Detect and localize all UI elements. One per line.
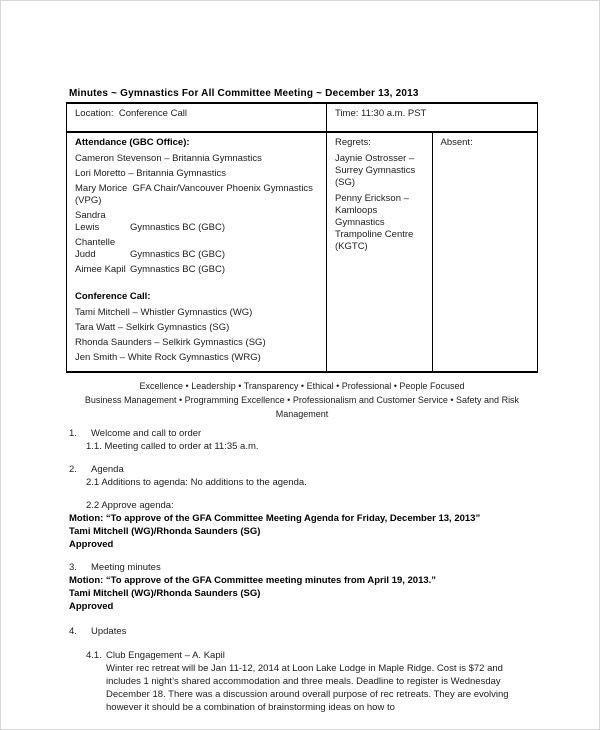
page-title: Minutes ~ Gymnastics For All Committee Meeting ~ December 13, 2013 [69,88,419,99]
location-time-row [67,103,538,132]
attendee-org: Gymnastics BC (GBC) [130,264,226,275]
section-4-1-paragraph: Winter rec retreat will be Jan 11-12, 2014 at Loon Lake Lodge in Maple Ridge. Cost is $72 and includes 1 night’s shared accommodation and three meals. Deadline to register is Wednesday December 18. There was a discussion around overall purpose of rec retreats. They are evolving however it should be a combination of brainstorming ideas on how to [106,663,509,713]
attendee-line: Tara Watt – Selkirk Gymnastics (SG) [75,322,230,333]
section-4 [69,625,539,638]
attendee-line [75,210,318,234]
section-2-title: Agenda [91,464,124,475]
document-content [1,1,599,714]
section-1-title: Welcome and call to order [91,428,202,439]
section-1-number: 1. [69,428,77,439]
values-banner [66,379,538,421]
attendee-line [75,237,318,261]
time-cell: Time: 11:30 a.m. PST [327,103,538,132]
section-2-2: 2.2 Approve agenda: [86,500,174,511]
attendee-name: Aimee Kapil [75,264,126,275]
section-1 [69,427,539,440]
motion-minutes-result: Approved [69,601,114,612]
section-2-number: 2. [69,464,77,475]
motion-minutes-movers: Tami Mitchell (WG)/Rhonda Saunders (SG) [69,588,261,599]
motion-agenda-result: Approved [69,539,114,550]
section-4-1-number: 4.1. [86,650,102,661]
attendee-name: Sandra Lewis [75,210,106,233]
motion-agenda-movers: Tami Mitchell (WG)/Rhonda Saunders (SG) [69,526,261,537]
values-line-1: Excellence • Leadership • Transparency • Ethical • Professional • People Focused [139,381,465,391]
attendee-name: Chantelle Judd [75,237,116,260]
regrets-line: Penny Erickson – Kamloops Gymnastics Trampoline Centre (KGTC) [335,193,414,252]
attendee-line: Lori Moretto – Britannia Gymnastics [75,168,227,179]
section-4-title: Updates [91,626,127,637]
regrets-line: Jaynie Ostrosser – Surrey Gymnastics (SG) [335,153,416,188]
attendee-line: Cameron Stevenson – Britannia Gymnastics [75,153,262,164]
attendee-line: Mary Morice GFA Chair/Vancouver Phoenix Gymnastics (VPG) [75,183,316,206]
section-3 [69,561,539,574]
motion-agenda-text: Motion: “To approve of the GFA Committee Meeting Agenda for Friday, December 13, 2013” [69,513,481,524]
section-3-number: 3. [69,562,77,573]
meeting-info-table [66,102,538,373]
values-line-2: Business Management • Programming Excellence • Professionalism and Customer Service • Safety and Risk Management [84,395,520,419]
absent-cell [432,132,538,372]
regrets-cell [327,132,433,372]
attendee-org: Gymnastics BC (GBC) [130,249,226,260]
attendee-line: Rhonda Saunders – Selkirk Gymnastics (SG) [75,337,266,348]
attendee-line: Tami Mitchell – Whistler Gymnastics (WG) [75,307,253,318]
attendee-line: Jen Smith – White Rock Gymnastics (WRG) [75,352,261,363]
section-2-1: 2.1 Additions to agenda: No additions to the agenda. [86,477,307,488]
location-cell: Location: Conference Call [67,103,327,132]
absent-heading: Absent: [440,137,473,148]
attendee-line [75,264,318,276]
attendance-row [67,132,538,372]
attendance-cell [67,132,327,372]
regrets-heading: Regrets: [335,137,371,148]
section-2 [69,463,539,476]
section-4-1 [69,649,539,662]
conference-call-heading: Conference Call: [75,291,151,302]
minutes-body [69,427,539,714]
attendee-org: Gymnastics BC (GBC) [130,222,226,233]
section-1-1: 1.1. Meeting called to order at 11:35 a.m. [86,441,259,452]
section-4-number: 4. [69,626,77,637]
section-3-title: Meeting minutes [91,562,161,573]
section-4-1-title: Club Engagement – A. Kapil [106,650,225,661]
attendance-heading: Attendance (GBC Office): [75,137,190,148]
motion-minutes-text: Motion: “To approve of the GFA Committee meeting minutes from April 19, 2013.” [69,575,437,586]
